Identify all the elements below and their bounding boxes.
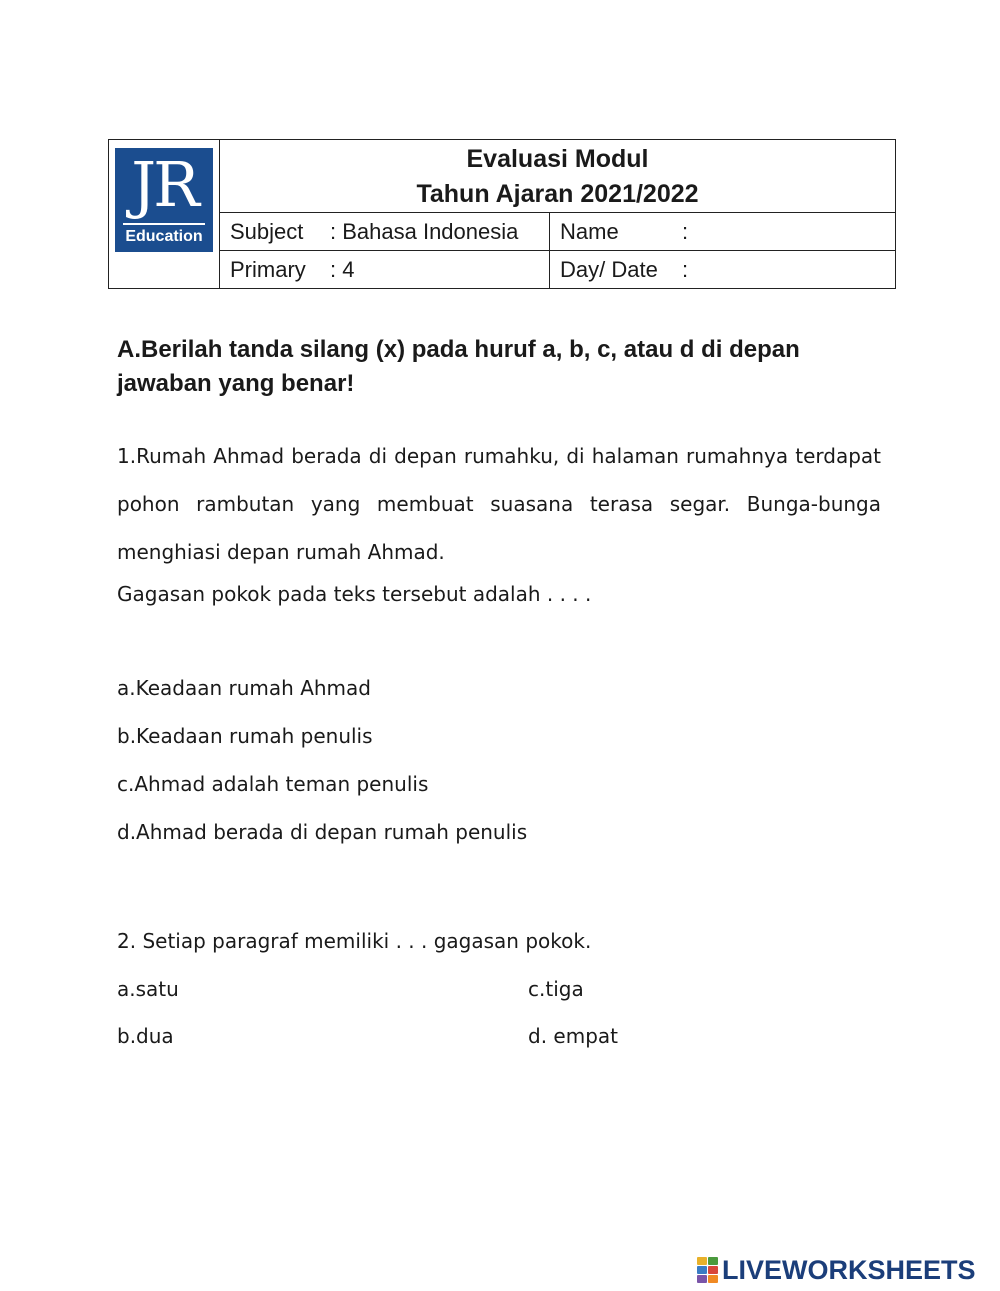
day-date-value: : bbox=[682, 256, 689, 282]
question-2-prompt: 2. Setiap paragraf memiliki . . . gagasan pokok. bbox=[117, 929, 592, 953]
header-title bbox=[220, 140, 895, 213]
question-1-prompt: Gagasan pokok pada teks tersebut adalah . . . . bbox=[117, 582, 592, 606]
question-2-option-c[interactable]: c.tiga bbox=[528, 977, 584, 1001]
liveworksheets-watermark bbox=[697, 1254, 976, 1286]
question-1-option-a[interactable]: a.Keadaan rumah Ahmad bbox=[117, 676, 371, 700]
question-2-option-a[interactable]: a.satu bbox=[117, 977, 179, 1001]
name-label: Name bbox=[560, 218, 619, 244]
question-1-option-c[interactable]: c.Ahmad adalah teman penulis bbox=[117, 772, 429, 796]
logo-cell bbox=[109, 140, 220, 288]
question-2-option-d[interactable]: d. empat bbox=[528, 1024, 618, 1048]
question-1-passage: 1.Rumah Ahmad berada di depan rumahku, di halaman rumahnya terdapat pohon rambutan yang membuat suasana terasa segar. Bunga-bunga menghiasi depan rumah Ahmad. bbox=[117, 444, 881, 564]
liveworksheets-blocks-icon bbox=[697, 1257, 718, 1283]
name-value: : bbox=[682, 218, 689, 244]
primary-value: : 4 bbox=[330, 256, 355, 282]
title-line-1: Evaluasi Modul bbox=[466, 145, 649, 173]
header-table bbox=[108, 139, 896, 289]
subject-value: : Bahasa Indonesia bbox=[330, 218, 519, 244]
question-1-option-d[interactable]: d.Ahmad berada di depan rumah penulis bbox=[117, 820, 528, 844]
jr-education-logo bbox=[115, 148, 213, 252]
logo-main-text: JR bbox=[131, 148, 197, 221]
liveworksheets-text: LIVEWORKSHEETS bbox=[722, 1254, 976, 1285]
logo-sub-text: Education bbox=[125, 228, 203, 245]
day-date-label: Day/ Date bbox=[560, 256, 658, 282]
logo-divider bbox=[123, 223, 205, 225]
section-a-instruction: A.Berilah tanda silang (x) pada huruf a, b, c, atau d di depan jawaban yang benar! bbox=[117, 336, 800, 397]
name-cell[interactable] bbox=[550, 213, 895, 251]
day-date-cell[interactable] bbox=[550, 251, 895, 288]
title-line-2: Tahun Ajaran 2021/2022 bbox=[416, 180, 699, 208]
subject-label: Subject bbox=[230, 218, 304, 244]
subject-cell bbox=[220, 213, 550, 251]
question-1-option-b[interactable]: b.Keadaan rumah penulis bbox=[117, 724, 373, 748]
question-2-option-b[interactable]: b.dua bbox=[117, 1024, 174, 1048]
primary-label: Primary bbox=[230, 256, 306, 282]
primary-cell bbox=[220, 251, 550, 288]
